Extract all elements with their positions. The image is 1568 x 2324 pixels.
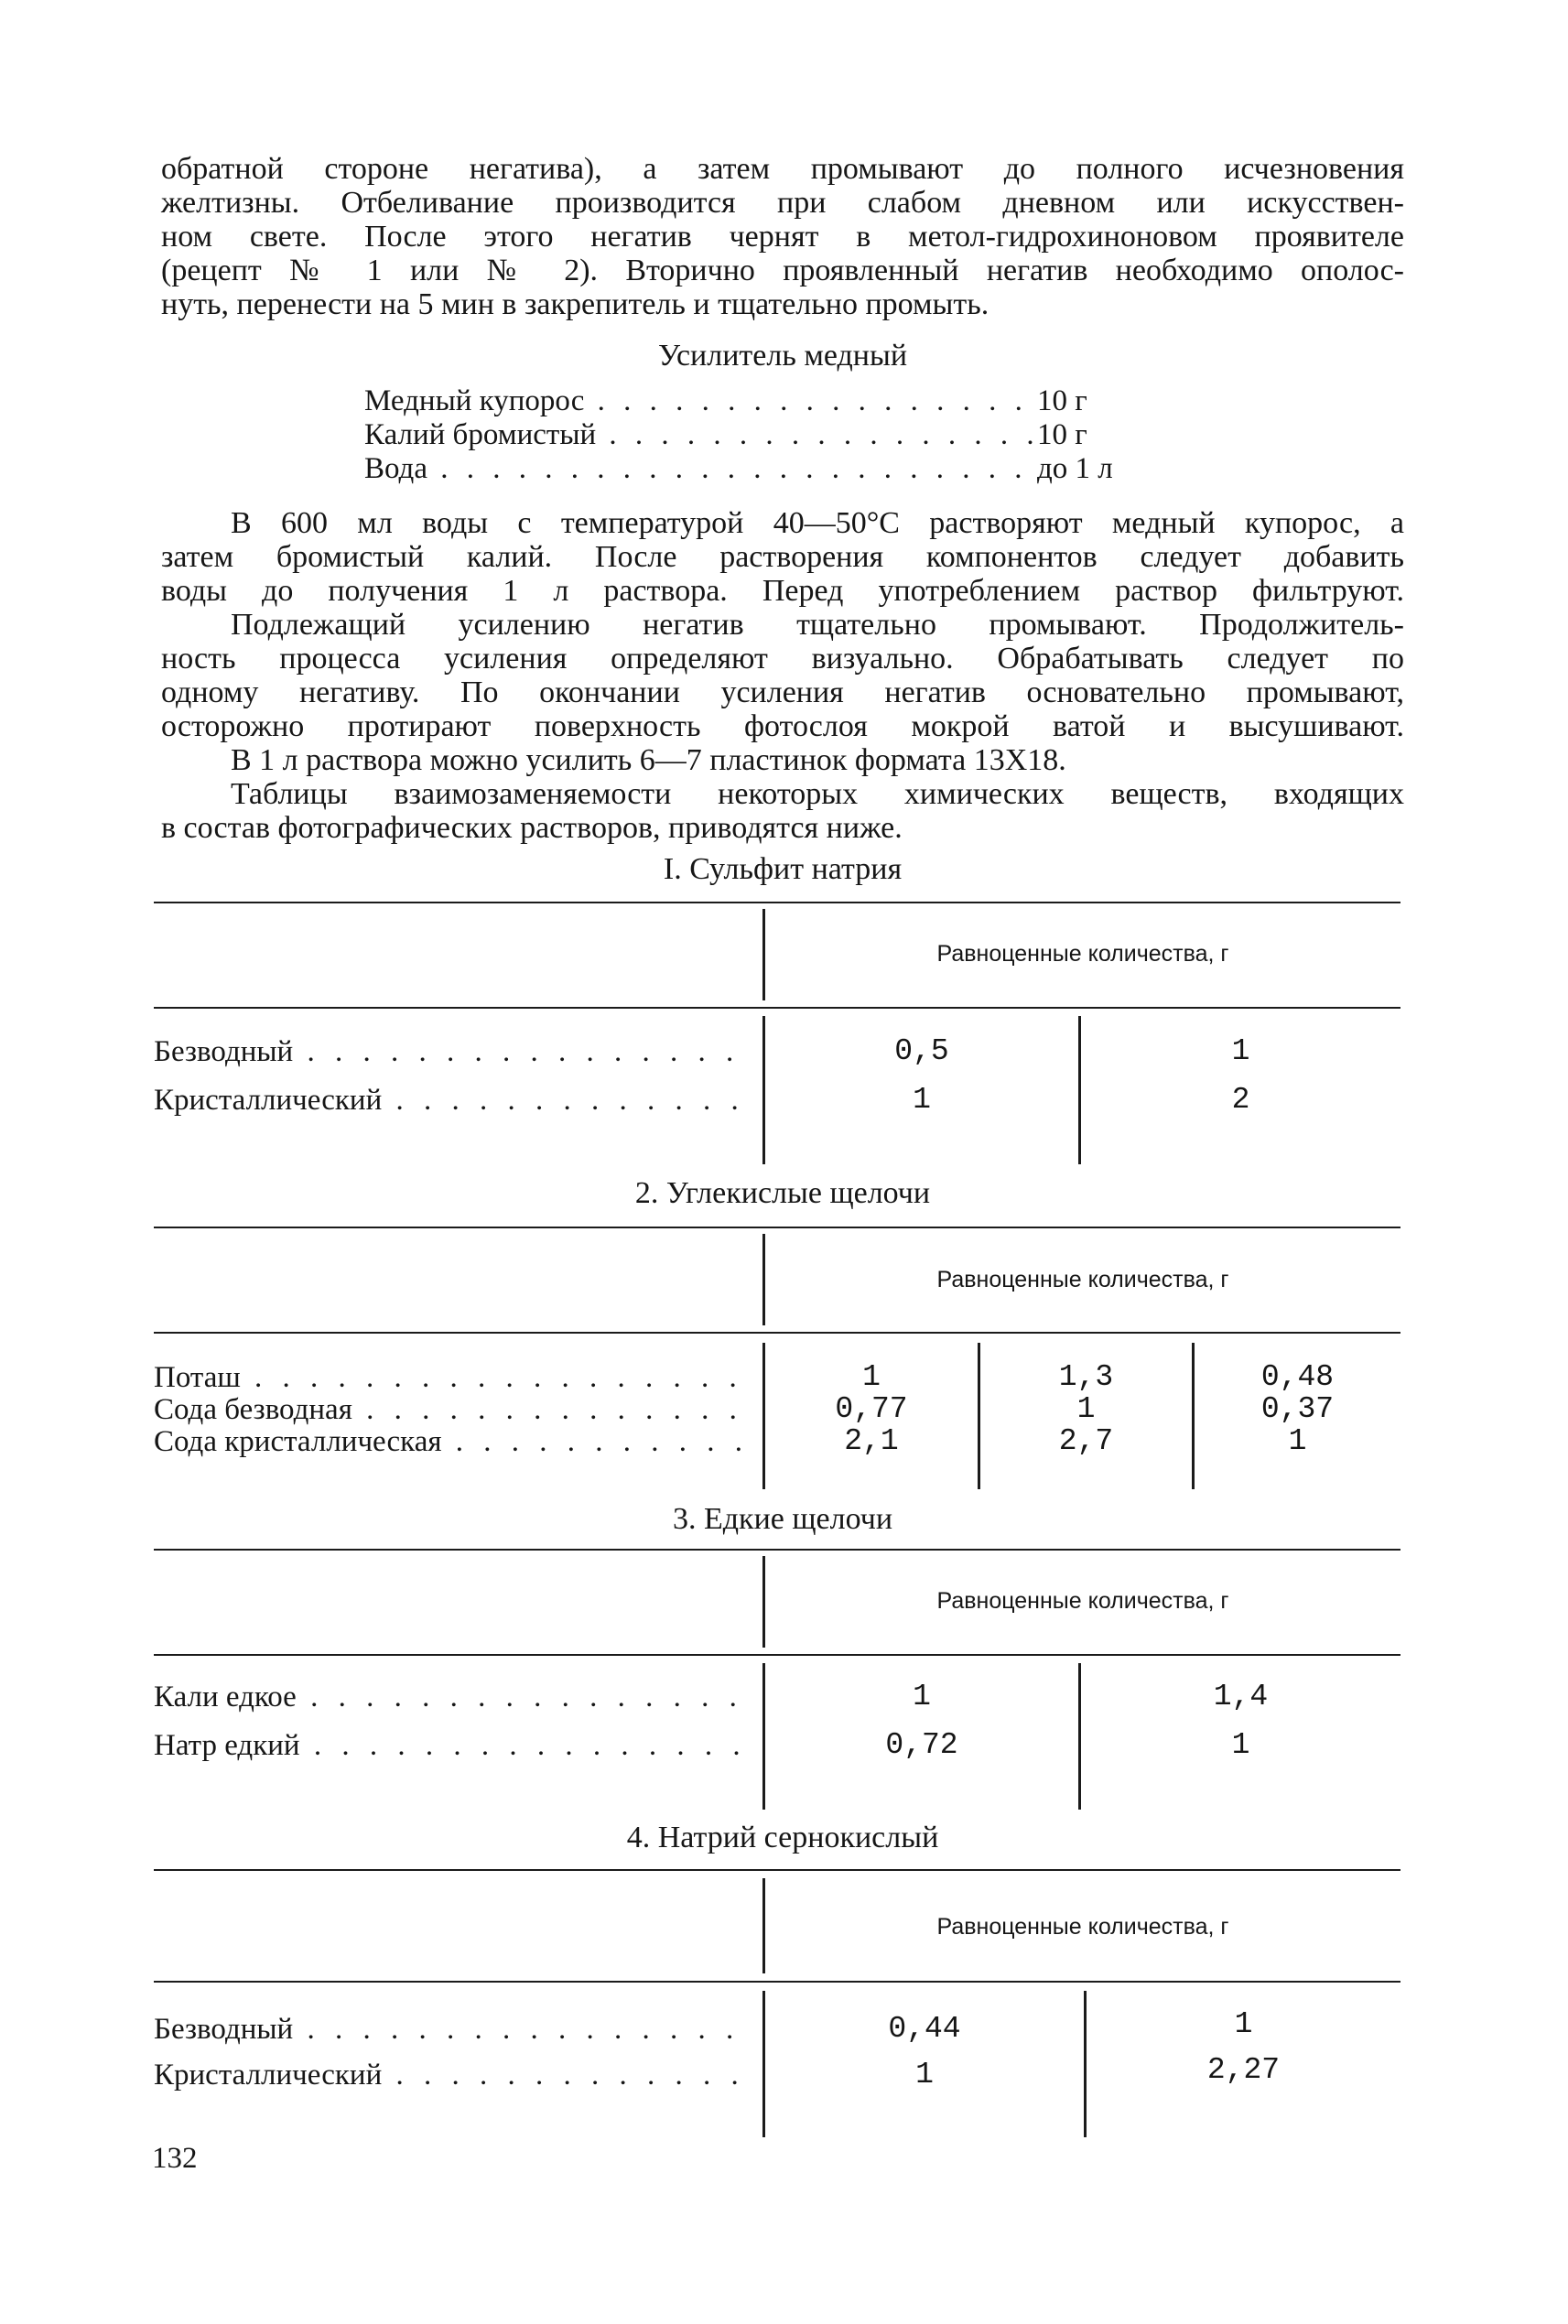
text-line: нуть, перенести на 5 мин в закрепитель и тщательно промыть. <box>161 287 989 321</box>
page-number: 132 <box>152 2142 198 2175</box>
table-cell: 1 <box>915 2058 934 2092</box>
table-row-label: Натр едкий . . . <box>154 1727 751 1764</box>
text-line: ном свете. После этого негатив чернят в метол-гидрохиноновом проявителе <box>161 220 1404 254</box>
table-cell: 2,27 <box>1206 2053 1281 2087</box>
text-line: одному негативу. По окончании усиления негатив основательно промывают, <box>161 676 1404 709</box>
table-cell: 2,1 <box>844 1424 899 1458</box>
recipe-item-amount: 10 г <box>1037 384 1087 417</box>
table-cell: 0,77 <box>835 1392 908 1426</box>
table-cell: 1 <box>913 1680 931 1713</box>
equivalence-table <box>154 902 1400 1167</box>
table-cell: 0,5 <box>894 1034 949 1068</box>
table-cell: 1 <box>1076 1392 1096 1426</box>
table-cell: 0,37 <box>1260 1392 1335 1426</box>
table-row-label: Сода безводная . . . <box>154 1391 751 1428</box>
text-line: (рецепт № 1 или № 2). Вторично проявленный негатив необходимо ополос- <box>161 254 1404 287</box>
table-row-label: Кристаллический . . . <box>154 2057 751 2093</box>
table-title: 4. Натрий сернокислый <box>626 1821 939 1854</box>
table-cell: 1 <box>1234 2007 1253 2041</box>
equivalence-table <box>154 1869 1400 2144</box>
table-title: 2. Углекислые щелочи <box>634 1176 931 1210</box>
table-cell: 0,48 <box>1260 1360 1335 1394</box>
text-line: осторожно протирают поверхность фотослоя мокрой ватой и высушивают. <box>161 709 1404 743</box>
table-cell: 1 <box>1231 1034 1250 1068</box>
recipe-item-amount: до 1 л <box>1037 452 1113 485</box>
table-cell: 0,72 <box>885 1728 958 1762</box>
table-cell: 1 <box>1231 1728 1250 1762</box>
text-line: желтизны. Отбеливание производится при слабом дневном или искусствен- <box>161 186 1404 220</box>
table-cell: 1 <box>1288 1424 1307 1458</box>
recipe-item <box>364 384 1170 418</box>
table-title: I. Сульфит натрия <box>663 852 903 886</box>
table-row-label: Кристаллический . . . <box>154 1082 751 1119</box>
table-row-label: Поташ . . . <box>154 1359 751 1396</box>
recipe-item-name: Калий бромистый . . . <box>364 418 1037 452</box>
recipe-item-amount: 10 г <box>1037 418 1087 451</box>
table-title: 3. Едкие щелочи <box>672 1502 893 1536</box>
equivalence-table <box>154 1549 1400 1814</box>
recipe-item <box>364 452 1170 486</box>
recipe-title: Усилитель медный <box>657 339 908 373</box>
equivalence-table <box>154 1227 1400 1492</box>
text-line: в состав фотографических растворов, приводятся ниже. <box>161 811 903 845</box>
recipe-item <box>364 418 1170 452</box>
table-cell: 1,3 <box>1058 1360 1114 1394</box>
table-row-label: Безводный . . . <box>154 1033 751 1070</box>
text-line: В 600 мл воды с температурой 40—50°С растворяют медный купорос, а <box>231 506 1404 540</box>
text-line: Таблицы взаимозаменяемости некоторых химических веществ, входящих <box>231 777 1404 811</box>
table-row-label: Безводный . . . <box>154 2011 751 2048</box>
table-cell: 0,44 <box>888 2012 961 2046</box>
table-cell: 2,7 <box>1058 1424 1114 1458</box>
text-line: В 1 л раствора можно усилить 6—7 пластинок формата 13Х18. <box>231 743 1066 777</box>
table-cell: 1,4 <box>1213 1680 1269 1713</box>
table-header: Равноценные количества, г <box>936 1914 1229 1940</box>
recipe-item-name: Вода . . . <box>364 452 1037 486</box>
recipe-list <box>364 384 1170 486</box>
table-cell: 1 <box>913 1083 931 1117</box>
table-cell: 1 <box>862 1360 881 1394</box>
text-line: воды до получения 1 л раствора. Перед употреблением раствор фильтруют. <box>161 574 1404 608</box>
table-header: Равноценные количества, г <box>936 1267 1229 1292</box>
text-line: затем бромистый калий. После растворения компонентов следует добавить <box>161 540 1404 574</box>
table-header: Равноценные количества, г <box>936 1588 1229 1614</box>
table-header: Равноценные количества, г <box>936 941 1229 967</box>
text-line: Подлежащий усилению негатив тщательно промывают. Продолжитель- <box>231 608 1404 642</box>
table-cell: 2 <box>1231 1083 1250 1117</box>
table-row-label: Сода кристаллическая . . . <box>154 1423 751 1460</box>
text-line: ность процесса усиления определяют визуально. Обрабатывать следует по <box>161 642 1404 676</box>
table-row-label: Кали едкое . . . <box>154 1679 751 1715</box>
text-line: обратной стороне негатива), а затем промывают до полного исчезновения <box>161 152 1404 186</box>
recipe-item-name: Медный купорос . . . <box>364 384 1037 418</box>
